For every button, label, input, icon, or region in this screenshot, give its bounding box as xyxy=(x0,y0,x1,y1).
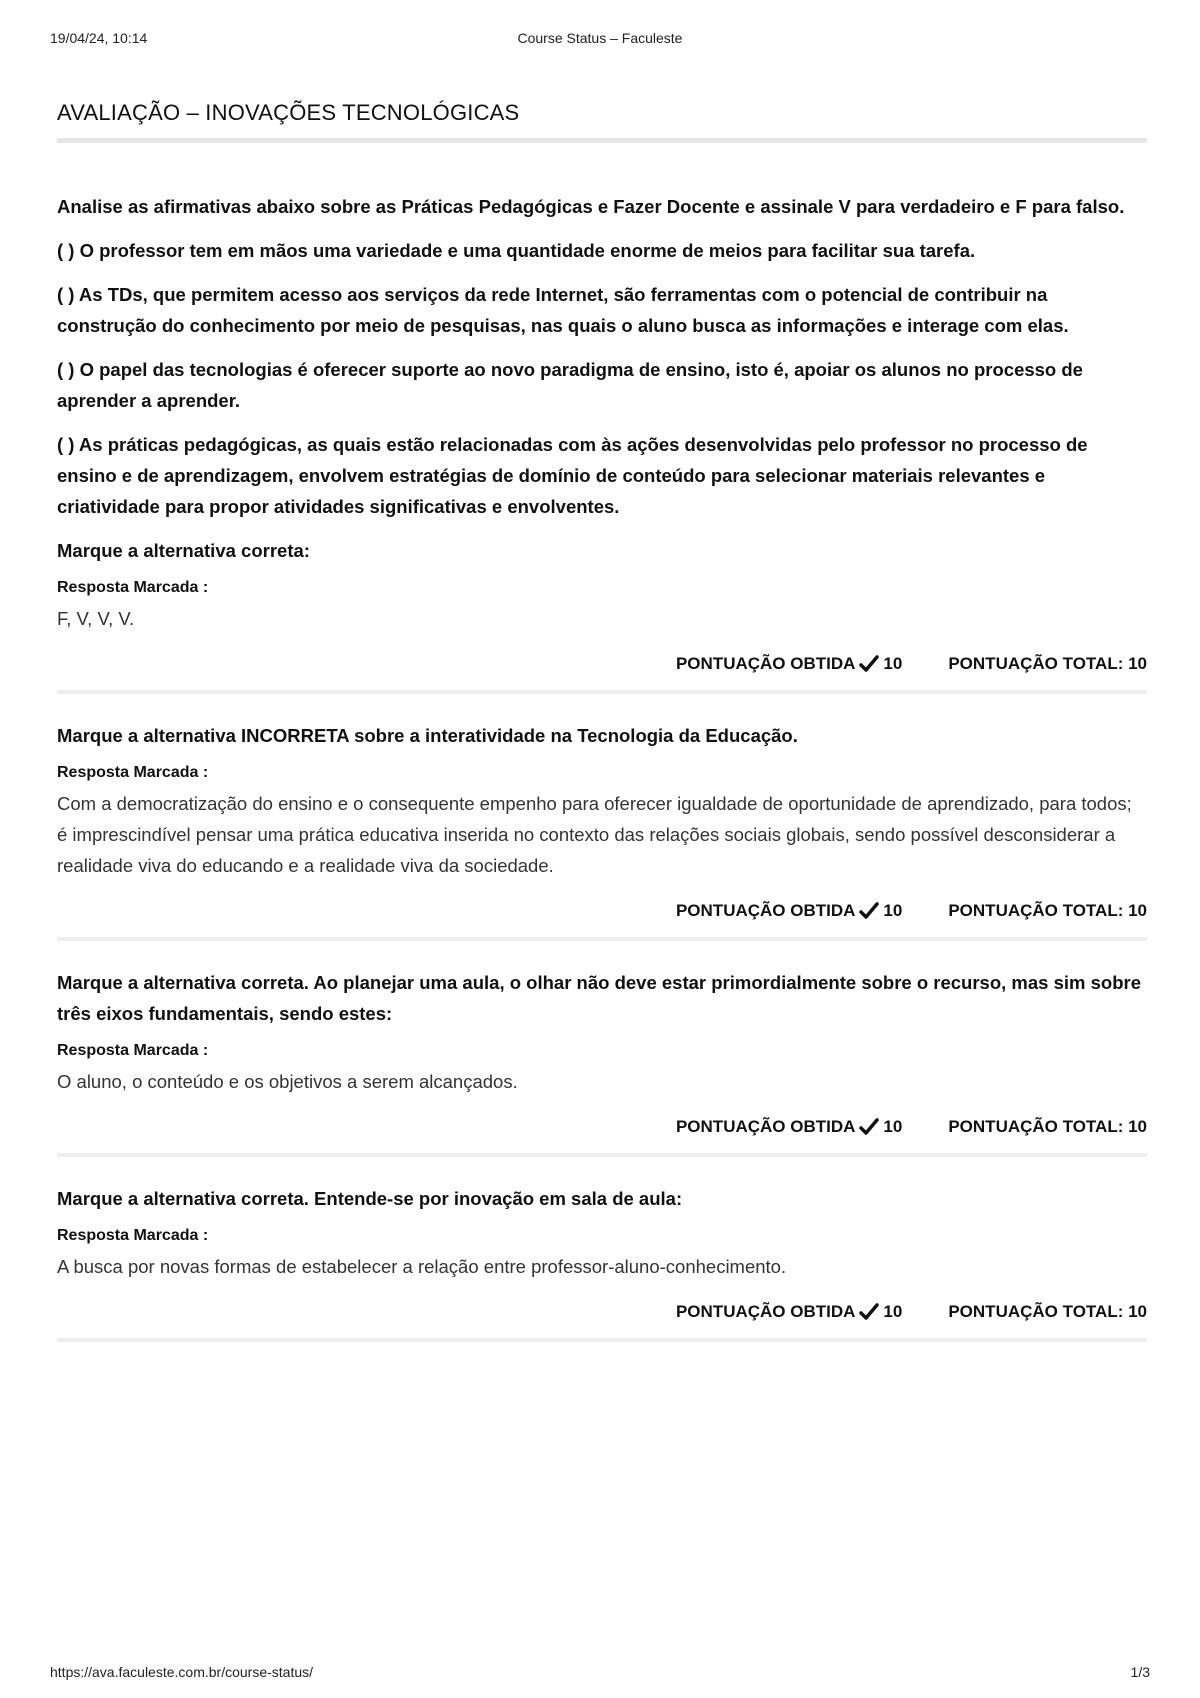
question-divider xyxy=(57,690,1147,694)
answer-text: O aluno, o conteúdo e os objetivos a serem alcançados. xyxy=(57,1071,518,1092)
answer-text: Com a democratização do ensino e o consequente empenho para oferecer igualdade de oportunidade de aprendizado, para todos; é imprescindível pensar uma prática educativa inserida no contexto das relações sociais globais, sendo possível desconsiderar a realidade viva do educando e a realidade viva da sociedade. xyxy=(57,793,1132,876)
answer-label: Resposta Marcada : xyxy=(57,1042,209,1059)
score-obtained-label: PONTUAÇÃO OBTIDA xyxy=(675,654,856,673)
score-obtained xyxy=(676,654,902,674)
question-paragraph: Marque a alternativa INCORRETA sobre a interatividade na Tecnologia da Educação. xyxy=(57,725,798,746)
question-divider xyxy=(57,937,1147,941)
answer-text: A busca por novas formas de estabelecer a relação entre professor-aluno-conhecimento. xyxy=(57,1256,787,1277)
answer-label: Resposta Marcada : xyxy=(57,1227,209,1244)
score-row xyxy=(57,899,1147,923)
page-number: 1/3 xyxy=(1130,1664,1150,1680)
score-row xyxy=(57,1115,1147,1139)
question-card xyxy=(57,191,1147,694)
score-total: PONTUAÇÃO TOTAL: 10 xyxy=(948,654,1147,673)
question-card xyxy=(57,967,1147,1157)
print-url-link[interactable]: https://ava.faculeste.com.br/course-status/ xyxy=(50,1664,314,1680)
question-card xyxy=(57,1183,1147,1342)
score-obtained-label: PONTUAÇÃO OBTIDA xyxy=(675,901,856,920)
title-divider xyxy=(57,138,1147,143)
question-card xyxy=(57,720,1147,941)
question-divider xyxy=(57,1153,1147,1157)
score-obtained xyxy=(676,901,902,921)
score-total: PONTUAÇÃO TOTAL: 10 xyxy=(948,1302,1147,1321)
main-content xyxy=(57,100,1147,1368)
score-row xyxy=(57,652,1147,676)
question-paragraph: ( ) As práticas pedagógicas, as quais estão relacionadas com às ações desenvolvidas pelo professor no processo de ensino e de aprendizagem, envolvem estratégias de domínio de conteúdo para selecionar materiais relevantes e criatividade para propor atividades significativas e envolventes. xyxy=(57,434,1088,517)
score-obtained-value: 10 xyxy=(883,1117,903,1136)
check-icon xyxy=(859,654,879,674)
question-paragraph: Marque a alternativa correta: xyxy=(57,540,310,561)
answer-label: Resposta Marcada : xyxy=(57,764,209,781)
question-text xyxy=(57,191,1147,566)
check-icon xyxy=(859,1117,879,1137)
score-obtained-label: PONTUAÇÃO OBTIDA xyxy=(675,1302,856,1321)
score-obtained-value: 10 xyxy=(883,654,903,673)
print-header xyxy=(50,30,1150,50)
answer-text: F, V, V, V. xyxy=(57,608,135,629)
question-paragraph: Marque a alternativa correta. Entende-se por inovação em sala de aula: xyxy=(57,1188,683,1209)
question-paragraph: Analise as afirmativas abaixo sobre as Práticas Pedagógicas e Fazer Docente e assinale V para verdadeiro e F para falso. xyxy=(57,196,1125,217)
score-obtained-value: 10 xyxy=(883,1302,903,1321)
score-obtained xyxy=(676,1117,902,1137)
page-title: AVALIAÇÃO – INOVAÇÕES TECNOLÓGICAS xyxy=(57,100,520,125)
answer-label: Resposta Marcada : xyxy=(57,579,209,596)
score-row xyxy=(57,1300,1147,1324)
score-obtained-label: PONTUAÇÃO OBTIDA xyxy=(675,1117,856,1136)
question-paragraph: ( ) O papel das tecnologias é oferecer suporte ao novo paradigma de ensino, isto é, apoiar os alunos no processo de aprender a aprender. xyxy=(57,359,1083,411)
question-text xyxy=(57,720,1147,751)
question-paragraph: ( ) As TDs, que permitem acesso aos serviços da rede Internet, são ferramentas com o potencial de contribuir na construção do conhecimento por meio de pesquisas, nas quais o aluno busca as informações e interage com elas. xyxy=(57,284,1069,336)
print-footer xyxy=(50,1664,1150,1684)
check-icon xyxy=(859,901,879,921)
score-obtained-value: 10 xyxy=(883,901,903,920)
score-total: PONTUAÇÃO TOTAL: 10 xyxy=(948,1117,1147,1136)
check-icon xyxy=(859,1302,879,1322)
print-document-title: Course Status – Faculeste xyxy=(517,30,683,46)
question-paragraph: ( ) O professor tem em mãos uma variedade e uma quantidade enorme de meios para facilitar sua tarefa. xyxy=(57,240,976,261)
question-paragraph: Marque a alternativa correta. Ao planejar uma aula, o olhar não deve estar primordialmente sobre o recurso, mas sim sobre três eixos fundamentais, sendo estes: xyxy=(57,972,1141,1024)
question-text xyxy=(57,967,1147,1029)
print-datetime: 19/04/24, 10:14 xyxy=(50,30,148,46)
question-divider xyxy=(57,1338,1147,1342)
question-text xyxy=(57,1183,1147,1214)
score-obtained xyxy=(676,1302,902,1322)
score-total: PONTUAÇÃO TOTAL: 10 xyxy=(948,901,1147,920)
